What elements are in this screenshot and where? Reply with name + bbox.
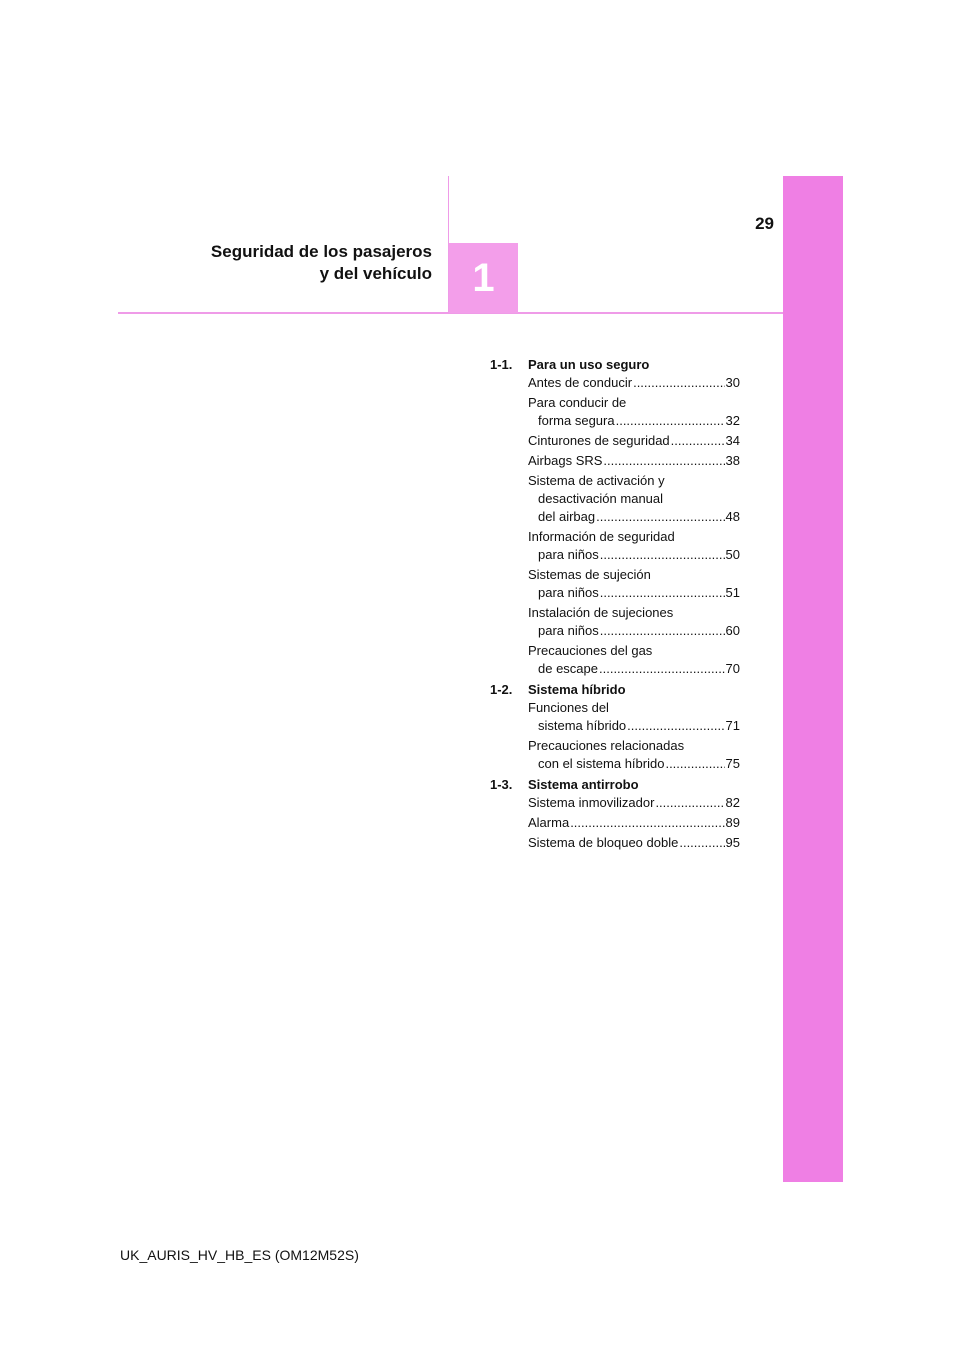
toc-section-title: Sistema híbrido [528, 682, 626, 697]
toc-entry-text: forma segura [538, 413, 615, 428]
toc-entry[interactable] [528, 814, 740, 832]
toc-section-number: 1-3. [490, 777, 513, 792]
toc-entry[interactable] [528, 452, 740, 470]
chapter-title [150, 241, 432, 285]
toc-entry-text: sistema híbrido [538, 718, 627, 733]
toc-entry-page: 60 [725, 623, 740, 638]
toc-entry-page: 75 [725, 756, 740, 771]
toc-leader-dots [603, 452, 724, 470]
toc-entry[interactable] [528, 699, 740, 735]
toc-section-heading [490, 775, 740, 794]
toc-entry[interactable] [528, 472, 740, 526]
toc-entry-page: 30 [725, 375, 740, 390]
toc-entry-page: 51 [725, 585, 740, 600]
toc-entry-text: Sistema de bloqueo doble [528, 835, 679, 850]
toc-entry[interactable] [528, 737, 740, 773]
toc-entry-page: 32 [725, 413, 740, 428]
toc-entry[interactable] [528, 432, 740, 450]
chapter-title-line-1: Seguridad de los pasajeros [210, 242, 432, 261]
toc-entry[interactable] [528, 834, 740, 852]
toc-entry-text: Funciones del [528, 700, 609, 715]
toc-entry[interactable] [528, 374, 740, 392]
chapter-side-tab [783, 176, 843, 1182]
toc-section-title: Sistema antirrobo [528, 777, 639, 792]
toc-entry-page: 34 [725, 433, 740, 448]
toc-leader-dots [679, 834, 724, 852]
chapter-number: 1 [472, 255, 495, 300]
toc-entry-text: desactivación manual [538, 491, 664, 506]
toc-entry-page: 71 [725, 718, 740, 733]
toc-section-number: 1-1. [490, 357, 513, 372]
toc-leader-dots [616, 412, 725, 430]
toc-entry-text: Sistemas de sujeción [528, 567, 651, 582]
toc-entry-text: del airbag [538, 509, 596, 524]
toc-entry-text: Sistema de activación y [528, 473, 665, 488]
chapter-number-box [449, 243, 518, 313]
toc-entry-text: para niños [538, 623, 599, 638]
page-number: 29 [755, 214, 774, 233]
toc-entry-page: 82 [725, 795, 740, 810]
toc-leader-dots [600, 546, 725, 564]
table-of-contents [490, 355, 740, 854]
toc-entry-page: 95 [725, 835, 740, 850]
toc-entry-text: para niños [538, 547, 599, 562]
toc-leader-dots [627, 717, 724, 735]
toc-entry[interactable] [528, 566, 740, 602]
toc-leader-dots [600, 622, 725, 640]
toc-leader-dots [633, 374, 724, 392]
toc-entry-text: Alarma [528, 815, 570, 830]
toc-entry-text: Instalación de sujeciones [528, 605, 674, 620]
toc-entry-text: Para conducir de [528, 395, 627, 410]
toc-entry[interactable] [528, 794, 740, 812]
toc-entry-page: 48 [725, 509, 740, 524]
toc-leader-dots [596, 508, 724, 526]
toc-entry-text: con el sistema híbrido [538, 756, 665, 771]
toc-leader-dots [600, 584, 725, 602]
toc-entry-text: Sistema inmovilizador [528, 795, 655, 810]
document-code: UK_AURIS_HV_HB_ES (OM12M52S) [120, 1247, 359, 1263]
toc-entry-text: de escape [538, 661, 598, 676]
toc-section-heading [490, 355, 740, 374]
toc-leader-dots [570, 814, 724, 832]
toc-entry-page: 70 [725, 661, 740, 676]
toc-entry-text: Airbags SRS [528, 453, 603, 468]
toc-entry[interactable] [528, 642, 740, 678]
toc-section-title: Para un uso seguro [528, 357, 650, 372]
toc-entry-text: para niños [538, 585, 599, 600]
toc-entry[interactable] [528, 528, 740, 564]
toc-entry-page: 50 [725, 547, 740, 562]
toc-leader-dots [655, 794, 724, 812]
toc-entry-text: Antes de conducir [528, 375, 633, 390]
toc-entry-page: 89 [725, 815, 740, 830]
toc-leader-dots [671, 432, 725, 450]
toc-leader-dots [665, 755, 724, 773]
toc-entry-text: Cinturones de seguridad [528, 433, 670, 448]
toc-entry-text: Precauciones relacionadas [528, 738, 685, 753]
toc-entry-page: 38 [725, 453, 740, 468]
toc-section-number: 1-2. [490, 682, 513, 697]
toc-section-heading [490, 680, 740, 699]
toc-entry-text: Información de seguridad [528, 529, 675, 544]
toc-leader-dots [599, 660, 725, 678]
toc-entry[interactable] [528, 394, 740, 430]
toc-entry-text: Precauciones del gas [528, 643, 653, 658]
toc-entry[interactable] [528, 604, 740, 640]
chapter-title-line-2: y del vehículo [319, 264, 432, 283]
